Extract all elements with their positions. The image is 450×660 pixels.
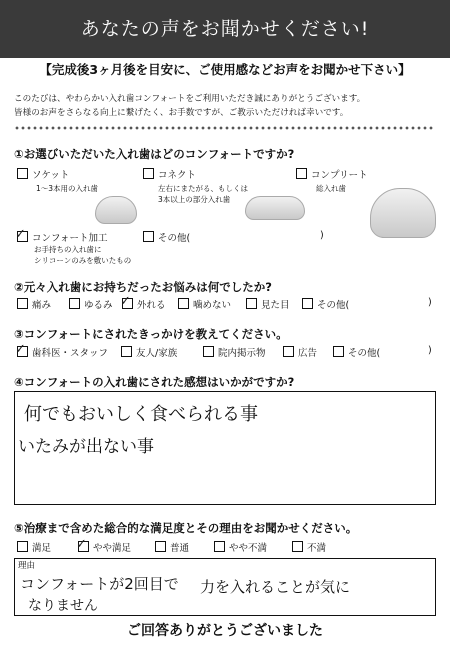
reason-handwritten-line-1b: 力を入れることが気に [200,578,351,596]
option-neutral-label: 普通 [170,543,190,554]
checkbox-q2-other[interactable] [302,298,313,309]
option-socket-description: 1〜3本用の入れ歯 [36,184,99,193]
option-comfort-process-description-1: お手持ちの入れ歯に [34,245,102,254]
question-5-title: ⑤治療まで含めた総合的な満足度とその理由をお聞かせください。 [14,521,358,535]
dotted-divider [14,126,434,130]
option-appearance-label: 見た目 [261,300,290,311]
checkbox-clinic-poster[interactable] [203,346,214,357]
checked-mark: ✓ [15,342,26,357]
survey-subtitle: 【完成後3ヶ月後を目安に、ご使用感などお声をお聞かせ下さい】 [39,62,411,77]
option-q3-other-close: ) [428,345,432,356]
option-complete-description: 総入れ歯 [316,184,346,193]
checkbox-satisfied[interactable] [17,541,28,552]
checkbox-friend-family[interactable] [121,346,132,357]
option-falls-out-label: 外れる [137,300,166,311]
option-dissatisfied-label: 不満 [307,543,327,554]
question-1-title: ①お選びいただいた入れ歯はどのコンフォートですか? [14,147,295,161]
checkbox-q3-other[interactable] [333,346,344,357]
connect-denture-image [245,196,305,220]
option-clinic-poster-label: 院内掲示物 [218,348,266,359]
impression-handwritten-line-2: いたみが出ない事 [18,437,154,457]
checkbox-neutral[interactable] [155,541,166,552]
option-socket-label: ソケット [32,170,70,181]
question-4-title: ④コンフォートの入れ歯にされた感想はいかがですか? [14,375,295,389]
checked-mark: ✓ [120,294,131,309]
option-q2-other-label: その他( [317,300,350,311]
checkbox-socket[interactable] [17,168,28,179]
option-q3-other-label: その他( [348,348,381,359]
socket-denture-image [95,196,137,224]
checkbox-loose[interactable] [69,298,80,309]
reason-handwritten-line-2: なりません [28,598,98,614]
option-q2-other-close: ) [428,297,432,308]
checkbox-pain[interactable] [17,298,28,309]
option-comfort-process-description-2: シリコーンのみを敷いたもの [34,256,132,265]
option-friend-family-label: 友人/家族 [136,348,178,359]
option-satisfied-label: 満足 [32,543,52,554]
option-connect-description-2: 3本以上の部分入れ歯 [158,195,231,204]
reason-label: 理由 [18,561,36,571]
option-connect-description-1: 左右にまたがる、もしくは [158,184,248,193]
reason-handwritten-line-1: コンフォートが2回目で [20,575,179,593]
option-q1-other-close: ) [320,230,324,241]
option-somewhat-dissatisfied-label: やや不満 [229,543,268,554]
option-dental-staff-label: 歯科医・スタッフ [32,348,109,359]
option-pain-label: 痛み [32,300,52,311]
checkbox-advertisement[interactable] [283,346,294,357]
intro-line-1: このたびは、やわらかい入れ歯コンフォートをご利用いただき誠にありがとうございます。 [14,94,366,104]
option-advertisement-label: 広告 [298,348,318,359]
checkbox-complete[interactable] [296,168,307,179]
option-cannot-chew-label: 噛めない [193,300,232,311]
checked-mark: ✓ [15,227,26,242]
option-comfort-process-label: コンフォート加工 [32,233,108,244]
checkbox-cannot-chew[interactable] [178,298,189,309]
closing-thanks: ご回答ありがとうございました [127,623,323,639]
question-2-title: ②元々入れ歯にお持ちだったお悩みは何でしたか? [14,280,272,294]
intro-line-2: 皆様のお声をさらなる向上に繋げたく、お手数ですが、ご教示いただければ幸いです。 [14,108,349,118]
option-complete-label: コンプリート [311,170,368,181]
checkbox-q1-other[interactable] [143,231,154,242]
question-3-title: ③コンフォートにされたきっかけを教えてください。 [14,327,288,341]
checked-mark: ✓ [76,537,87,552]
complete-denture-image [370,188,436,238]
option-somewhat-satisfied-label: やや満足 [93,543,132,554]
option-q1-other-label: その他( [158,233,191,244]
option-loose-label: ゆるみ [84,300,113,311]
checkbox-connect[interactable] [143,168,154,179]
checkbox-somewhat-dissatisfied[interactable] [214,541,225,552]
checkbox-appearance[interactable] [246,298,257,309]
survey-title-banner: あなたの声をお聞かせください! [0,0,450,58]
option-connect-label: コネクト [158,170,197,181]
checkbox-dissatisfied[interactable] [292,541,303,552]
impression-handwritten-line-1: 何でもおいしく食べられる事 [24,404,258,425]
